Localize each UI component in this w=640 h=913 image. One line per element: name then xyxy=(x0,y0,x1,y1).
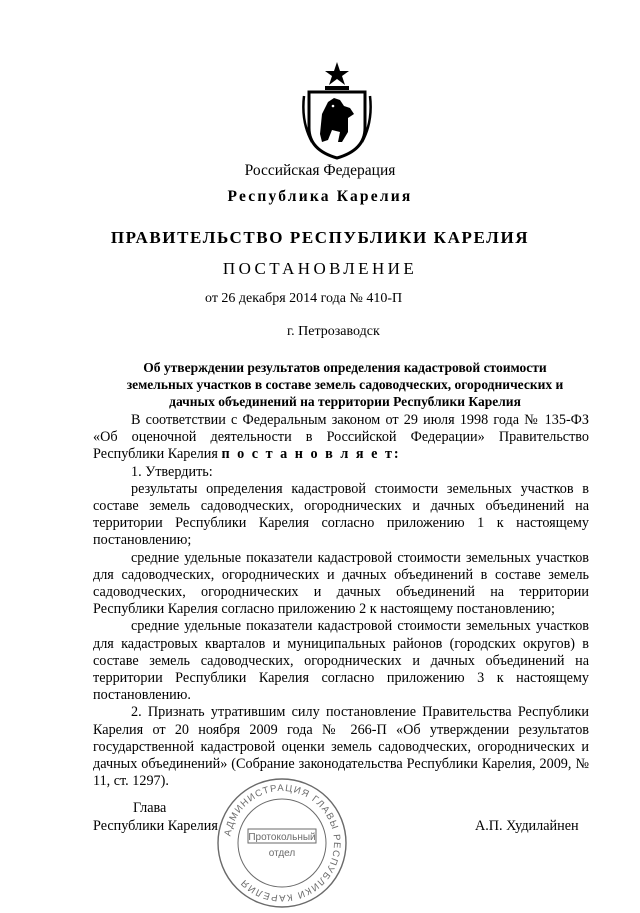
stamp-inner-line1: Протокольный xyxy=(248,832,316,843)
document-subject xyxy=(100,359,590,410)
signature-title-line1: Глава xyxy=(133,800,167,816)
subject-line: Об утверждении результатов определения кадастровой стоимости xyxy=(143,360,547,375)
republic-name: Республика Карелия xyxy=(227,188,413,205)
country-name: Российская Федерация xyxy=(244,162,396,179)
stamp-ring-text: АДМИНИСТРАЦИЯ ГЛАВЫ РЕСПУБЛИКИ КАРЕЛИЯ xyxy=(222,782,343,904)
document-body xyxy=(93,412,589,790)
decree-word: п о с т а н о в л я е т: xyxy=(221,446,401,463)
signatory-name: А.П. Худилайнен xyxy=(475,818,579,834)
preamble-text: В соответствии с Федеральным законом от 29 июля 1998 года № 135-ФЗ «Об оценочной деятельности в Российской Федерации» Правительство Республики Карелия xyxy=(93,412,589,463)
item1-a-paragraph: результаты определения кадастровой стоимости земельных участков в составе земель садоводческих, огороднических и дачных объединений на территории Республики Карелия согласно приложению 1 к настоящему постановлению; xyxy=(93,480,589,549)
city: г. Петрозаводск xyxy=(287,324,380,339)
date-and-number: от 26 декабря 2014 года № 410-П xyxy=(205,291,403,306)
subject-line: дачных объединений на территории Республики Карелия xyxy=(169,394,521,409)
item1-b-paragraph: средние удельные показатели кадастровой стоимости земельных участков для садоводческих, огороднических и дачных объединений в составе земель садоводческих, огороднических и дачных объединений на территории Республики Карелия согласно приложению 2 к настоящему постановлению; xyxy=(93,549,589,618)
subject-line: земельных участков в составе земель садоводческих, огороднических и xyxy=(126,377,564,392)
protocol-department-stamp xyxy=(212,773,352,913)
document-type: ПОСТАНОВЛЕНИЕ xyxy=(222,259,418,278)
preamble-paragraph xyxy=(93,412,589,464)
item1-c-paragraph: средние удельные показатели кадастровой стоимости земельных участков для кадастровых кварталов и муниципальных районов (городских округов) в составе земель садоводческих, огороднических и дачных объединений на территории Республики Карелия согласно приложению 3 к настоящему постановлению. xyxy=(93,618,589,704)
stamp-inner-line2: отдел xyxy=(268,848,296,859)
item2-paragraph: 2. Признать утратившим силу постановление Правительства Республики Карелия от 20 ноября 2009 года № 266-П «Об утверждении результатов государственной кадастровой оценки земель садоводческих, огороднических и дачных объединений» (Собрание законодательства Республики Карелия, 2009, № 11, ст. 1297). xyxy=(93,704,589,790)
government-title: ПРАВИТЕЛЬСТВО РЕСПУБЛИКИ КАРЕЛИЯ xyxy=(110,228,530,247)
signature-title-line2: Республики Карелия xyxy=(93,818,218,834)
karelia-coat-of-arms-icon xyxy=(300,62,374,160)
item1-title: 1. Утвердить: xyxy=(131,463,213,480)
